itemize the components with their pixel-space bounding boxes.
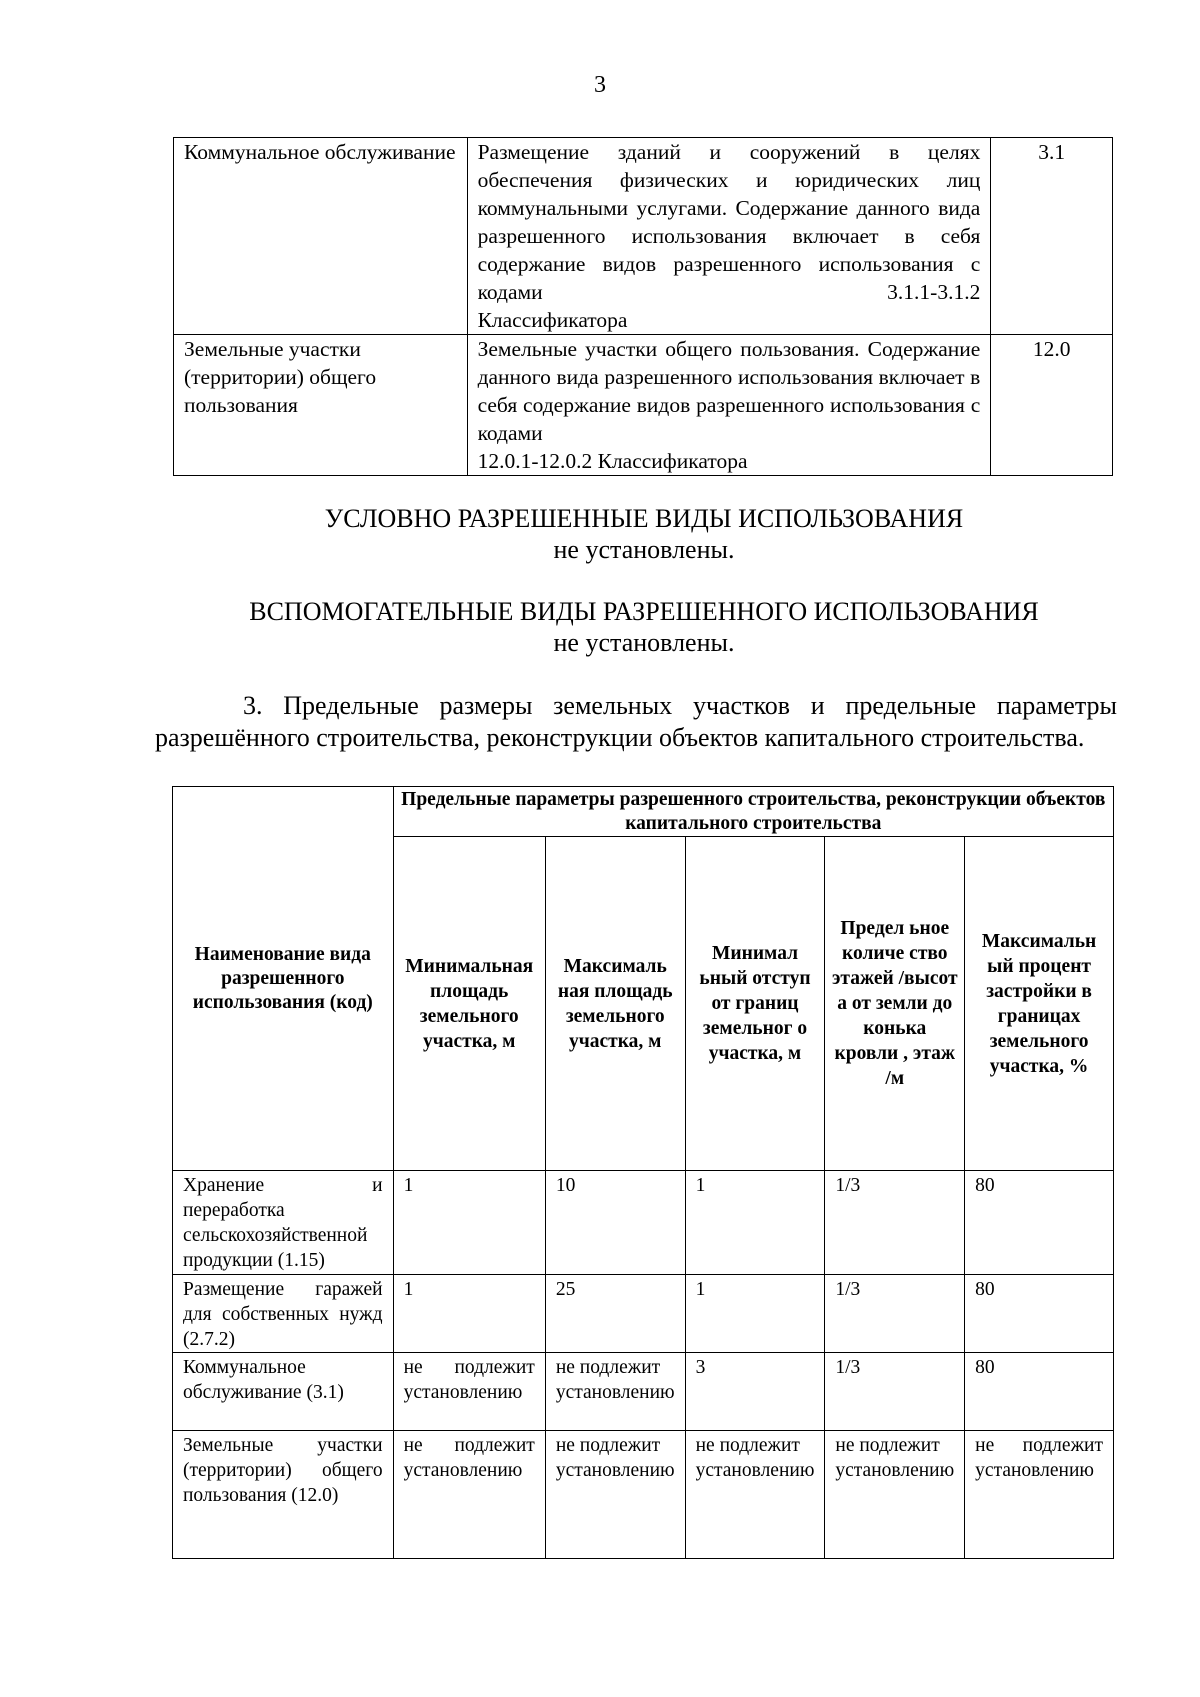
header-min-indent: Минимал ьный отступ от границ земельног о участка, м [685,837,825,1171]
header-build-percent: Максимальн ый процент застройки в границах земельного участка, % [965,837,1114,1171]
use-description-text: Размещение зданий и сооружений в целях обеспечения физических и юридических лиц коммунальными услугами. Содержание данного вида разрешенного использования включает в себя содержание видов разрешенного использования с кодами 3.1.1-3.1.2 [477,140,981,304]
row-min-area: не подлежит установлению [393,1431,545,1559]
row-min-indent: 1 [685,1275,825,1353]
row-use-name: Хранение и переработка сельскохозяйственной продукции (1.15) [173,1171,394,1275]
table-row [174,335,1113,476]
header-use-name: Наименование вида разрешенного использования (код) [173,787,394,1171]
use-description-text: Земельные участки общего пользования. Содержание данного вида разрешенного использования включает в себя содержание видов разрешенного использования с кодами [477,337,981,445]
auxiliary-uses-section [0,596,1200,658]
row-build-percent: не подлежит установлению [965,1431,1114,1559]
use-description-tail: Классификатора [477,308,628,332]
permitted-uses-table [173,137,1113,476]
row-min-indent: 3 [685,1353,825,1431]
section-paragraph-text: 3. Предельные размеры земельных участков и предельные параметры разрешённого строительства, реконструкции объектов капитального строительства. [155,691,1117,752]
row-build-percent: 80 [965,1275,1114,1353]
row-use-name: Земельные участки (территории) общего пользования (12.0) [173,1431,394,1559]
row-use-name: Размещение гаражей для собственных нужд (2.7.2) [173,1275,394,1353]
row-min-area: не подлежит установлению [393,1353,545,1431]
use-description-cell [467,335,991,476]
row-min-indent: 1 [685,1171,825,1275]
row-build-percent: 80 [965,1171,1114,1275]
row-max-area: 10 [545,1171,685,1275]
row-build-percent: 80 [965,1353,1114,1431]
conditional-uses-note: не установлены. [553,535,735,564]
table-row [174,138,1113,335]
use-name-cell: Земельные участки (территории) общего пользования [174,335,468,476]
use-name-cell: Коммунальное обслуживание [174,138,468,335]
row-min-indent: не подлежит установлению [685,1431,825,1559]
use-description-tail: 12.0.1-12.0.2 Классификатора [477,449,748,473]
row-min-area: 1 [393,1171,545,1275]
row-max-area: 25 [545,1275,685,1353]
table-row [173,1353,1114,1431]
conditional-uses-heading: УСЛОВНО РАЗРЕШЕННЫЕ ВИДЫ ИСПОЛЬЗОВАНИЯ [324,504,964,533]
use-code-cell: 3.1 [991,138,1113,335]
header-min-area: Минимальная площадь земельного участка, м [393,837,545,1171]
header-group: Предельные параметры разрешенного строительства, реконструкции объектов капитального строительства [393,787,1113,837]
row-floors: 1/3 [825,1171,965,1275]
row-floors: 1/3 [825,1353,965,1431]
auxiliary-uses-note: не установлены. [553,628,735,657]
row-max-area: не подлежит установлению [545,1353,685,1431]
use-description-cell [467,138,991,335]
page-number: 3 [594,72,606,98]
use-code-cell: 12.0 [991,335,1113,476]
header-floors: Предел ьное количе ство этажей /высот а от земли до конька кровли , этаж /м [825,837,965,1171]
table-row [173,1431,1114,1559]
auxiliary-uses-heading: ВСПОМОГАТЕЛЬНЫЕ ВИДЫ РАЗРЕШЕННОГО ИСПОЛЬЗОВАНИЯ [249,597,1039,626]
header-max-area: Максималь ная площадь земельного участка, м [545,837,685,1171]
table-row [173,1275,1114,1353]
row-use-name: Коммунальное обслуживание (3.1) [173,1353,394,1431]
row-min-area: 1 [393,1275,545,1353]
table-header-row [173,787,1114,837]
row-max-area: не подлежит установлению [545,1431,685,1559]
limit-parameters-table [172,786,1114,1559]
conditional-uses-section [0,503,1200,565]
row-floors: 1/3 [825,1275,965,1353]
section-paragraph [155,690,1117,754]
row-floors: не подлежит установлению [825,1431,965,1559]
table-row [173,1171,1114,1275]
